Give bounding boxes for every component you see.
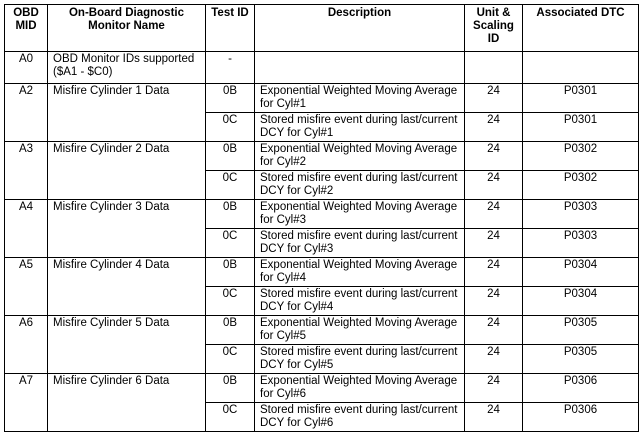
unit-scaling-cell: 24 <box>465 258 523 287</box>
header-monitor-name: On-Board Diagnostic Monitor Name <box>48 5 206 52</box>
table-row <box>5 142 639 171</box>
description-cell: Stored misfire event during last/current DCY for Cyl#4 <box>255 287 465 316</box>
header-associated-dtc: Associated DTC <box>523 5 639 52</box>
obd-monitor-table <box>4 4 639 432</box>
unit-scaling-cell: 24 <box>465 229 523 258</box>
obd-mid-cell: A5 <box>5 258 48 316</box>
description-cell <box>255 52 465 84</box>
dtc-cell: P0306 <box>523 374 639 403</box>
unit-scaling-cell: 24 <box>465 287 523 316</box>
test-id-cell: 0C <box>206 287 255 316</box>
test-id-cell: 0B <box>206 200 255 229</box>
test-id-cell: 0B <box>206 374 255 403</box>
dtc-cell: P0302 <box>523 171 639 200</box>
description-cell: Exponential Weighted Moving Average for Cyl#6 <box>255 374 465 403</box>
dtc-cell: P0301 <box>523 84 639 113</box>
description-cell: Exponential Weighted Moving Average for Cyl#4 <box>255 258 465 287</box>
monitor-name-cell: Misfire Cylinder 1 Data <box>48 84 206 142</box>
unit-scaling-cell: 24 <box>465 403 523 432</box>
monitor-name-cell: Misfire Cylinder 4 Data <box>48 258 206 316</box>
description-cell: Exponential Weighted Moving Average for Cyl#3 <box>255 200 465 229</box>
unit-scaling-cell: 24 <box>465 113 523 142</box>
header-description: Description <box>255 5 465 52</box>
description-cell: Stored misfire event during last/current DCY for Cyl#6 <box>255 403 465 432</box>
test-id-cell: 0B <box>206 258 255 287</box>
obd-mid-cell: A6 <box>5 316 48 374</box>
unit-scaling-cell <box>465 52 523 84</box>
description-cell: Exponential Weighted Moving Average for Cyl#2 <box>255 142 465 171</box>
dtc-cell: P0304 <box>523 258 639 287</box>
unit-scaling-cell: 24 <box>465 84 523 113</box>
test-id-cell: 0C <box>206 403 255 432</box>
description-cell: Stored misfire event during last/current DCY for Cyl#1 <box>255 113 465 142</box>
header-unit-scaling-id: Unit & Scaling ID <box>465 5 523 52</box>
test-id-cell: - <box>206 52 255 84</box>
unit-scaling-cell: 24 <box>465 171 523 200</box>
header-row <box>5 5 639 52</box>
obd-mid-cell: A7 <box>5 374 48 432</box>
header-obd-mid: OBD MID <box>5 5 48 52</box>
description-cell: Stored misfire event during last/current DCY for Cyl#5 <box>255 345 465 374</box>
table-row <box>5 316 639 345</box>
monitor-name-cell: Misfire Cylinder 3 Data <box>48 200 206 258</box>
obd-mid-cell: A2 <box>5 84 48 142</box>
table-row <box>5 52 639 84</box>
unit-scaling-cell: 24 <box>465 142 523 171</box>
obd-mid-cell: A4 <box>5 200 48 258</box>
dtc-cell: P0305 <box>523 316 639 345</box>
monitor-name-cell: Misfire Cylinder 6 Data <box>48 374 206 432</box>
dtc-cell: P0302 <box>523 142 639 171</box>
description-cell: Stored misfire event during last/current DCY for Cyl#2 <box>255 171 465 200</box>
dtc-cell: P0306 <box>523 403 639 432</box>
test-id-cell: 0B <box>206 142 255 171</box>
obd-mid-cell: A3 <box>5 142 48 200</box>
dtc-cell: P0304 <box>523 287 639 316</box>
monitor-name-cell: Misfire Cylinder 2 Data <box>48 142 206 200</box>
test-id-cell: 0C <box>206 113 255 142</box>
test-id-cell: 0B <box>206 316 255 345</box>
test-id-cell: 0B <box>206 84 255 113</box>
description-cell: Stored misfire event during last/current DCY for Cyl#3 <box>255 229 465 258</box>
table-row <box>5 258 639 287</box>
dtc-cell: P0305 <box>523 345 639 374</box>
table-row <box>5 200 639 229</box>
dtc-cell: P0301 <box>523 113 639 142</box>
unit-scaling-cell: 24 <box>465 374 523 403</box>
description-cell: Exponential Weighted Moving Average for Cyl#1 <box>255 84 465 113</box>
unit-scaling-cell: 24 <box>465 345 523 374</box>
test-id-cell: 0C <box>206 229 255 258</box>
description-cell: Exponential Weighted Moving Average for Cyl#5 <box>255 316 465 345</box>
obd-mid-cell: A0 <box>5 52 48 84</box>
unit-scaling-cell: 24 <box>465 316 523 345</box>
monitor-name-cell: Misfire Cylinder 5 Data <box>48 316 206 374</box>
table-row <box>5 374 639 403</box>
unit-scaling-cell: 24 <box>465 200 523 229</box>
test-id-cell: 0C <box>206 345 255 374</box>
header-test-id: Test ID <box>206 5 255 52</box>
dtc-cell: P0303 <box>523 229 639 258</box>
table-row <box>5 84 639 113</box>
monitor-name-cell: OBD Monitor IDs supported ($A1 - $C0) <box>48 52 206 84</box>
test-id-cell: 0C <box>206 171 255 200</box>
dtc-cell: P0303 <box>523 200 639 229</box>
dtc-cell <box>523 52 639 84</box>
obd-monitor-table-container <box>4 4 639 432</box>
